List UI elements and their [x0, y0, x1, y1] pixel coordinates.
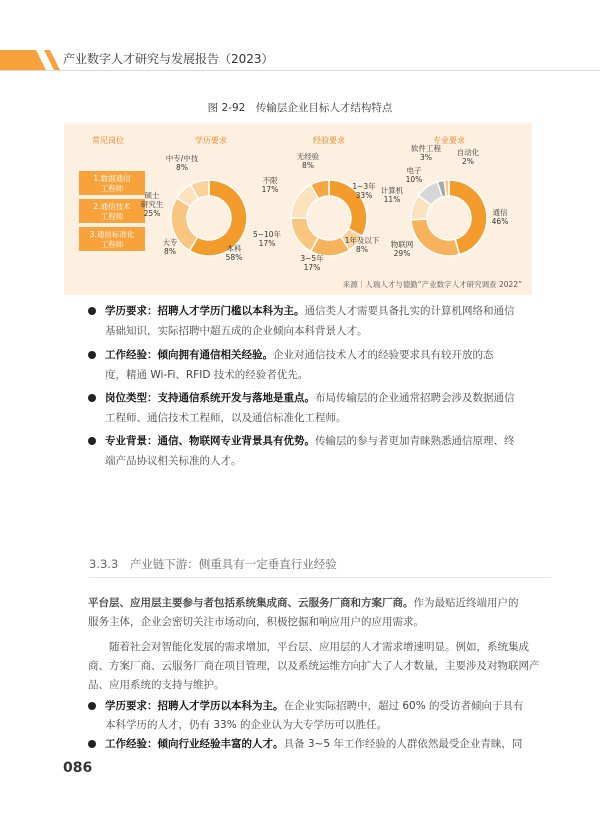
paragraph-cont: 品、应用系统的支持与维护。: [88, 679, 225, 691]
figure-canvas: [64, 123, 532, 295]
label-exp-any: 不限 17%: [261, 176, 279, 194]
label-exp-none: 无经验 8%: [296, 152, 320, 170]
role-label-1: 1.数据通信工程师: [93, 174, 131, 193]
label-exp-5-10: 5~10年 17%: [252, 230, 282, 248]
label-edu-secondary: 中专/中技 8%: [165, 154, 199, 172]
bullet-text: 岗位类型：支持通信系统开发与落地是重点。布局传输层的企业通常招聘会涉及数据通信: [105, 392, 515, 404]
bullet-dot: [88, 437, 96, 445]
donut-slice-1-3: [291, 218, 318, 251]
paragraph: 平台层、应用层主要参与者包括系统集成商、云服务厂商和方案厂商。作为最贴近终端用户的: [88, 597, 519, 609]
column-header-roles: 常见岗位: [92, 136, 124, 145]
bullet-dot: [88, 351, 96, 359]
bullet-text-cont: 度，精通 Wi-Fi、RFID 技术的经验者优先。: [105, 369, 309, 381]
column-header-experience: 经验要求: [313, 136, 345, 145]
bullet-text-cont: 工程师、通信技术工程师，以及通信标准化工程师。: [105, 412, 347, 424]
bullet-dot: [88, 307, 96, 315]
label-exp-1: 1年及以下 8%: [344, 236, 380, 254]
label-edu-college: 大专 8%: [162, 238, 178, 256]
role-label-2: 2.通信技术工程师: [93, 202, 131, 221]
label-edu-bachelor: 本科 58%: [225, 244, 243, 262]
page-number: 086: [63, 760, 93, 776]
bullet-text-cont: 本科学历的人才，仍有 33% 的企业认为大专学历可以胜任。: [105, 719, 388, 731]
bullet-text: 工作经验：倾向拥有通信相关经验。企业对通信技术人才的经验要求具有较开放的态: [105, 349, 494, 361]
figure-source: 来源｜人瑞人才与德勤“产业数字人才研究调查 2022”: [342, 280, 522, 289]
label-major-software: 软件工程 3%: [411, 144, 441, 162]
bullet-dot: [88, 394, 96, 402]
role-label-3: 3.通信标准化工程师: [89, 230, 135, 249]
label-exp-3-5: 3~5年 17%: [300, 254, 324, 272]
header-rule: [0, 70, 600, 71]
paragraph-cont: 商、方案厂商、云服务厂商在项目管理，以及系统运维方向扩大了人才数量，主要涉及对物联网产: [88, 660, 540, 672]
bullet-dot: [88, 702, 96, 710]
label-major-computer: 计算机 11%: [380, 186, 404, 204]
figure-title: 图 2-92 传输层企业目标人才结构特点: [207, 102, 393, 114]
donut-slice-2-1: [411, 219, 459, 256]
column-header-major: 专业要求: [433, 136, 465, 145]
label-exp-1-3: 1~3年 33%: [352, 182, 376, 200]
bullet-dot: [88, 740, 96, 748]
label-major-electronics: 电子 10%: [405, 166, 423, 184]
bullet-text: 专业背景：通信、物联网专业背景具有优势。传输层的参与者更加青睐熟悉通信原理、终: [105, 435, 515, 447]
label-major-iot: 物联网 29%: [390, 240, 414, 258]
bullet-text: 学历要求：招聘人才学历以本科为主。在企业实际招聘中，超过 60% 的受访者倾向于具有: [105, 700, 524, 712]
paragraph-cont: 服务主体，企业会密切关注市场动向，积极挖掘和响应用户的应用需求。: [88, 616, 424, 628]
bullet-text: 工作经验：倾向行业经验丰富的人才。具备 3~5 年工作经验的人群依然最受企业青睐，同: [105, 738, 523, 750]
section-rule: [89, 577, 551, 578]
bullet-text-cont: 基础知识，实际招聘中超五成的企业倾向本科背景人才。: [105, 325, 368, 337]
figure-panel: [64, 123, 532, 295]
paragraph: 随着社会对智能化发展的需求增加，平台层、应用层的人才需求增速明显。例如，系统集成: [109, 641, 529, 653]
running-header: 产业数字人才研究与发展报告（2023）: [63, 52, 274, 66]
column-header-education: 学历要求: [195, 136, 227, 145]
label-edu-master: 硕士研究生 25%: [140, 191, 164, 218]
bullet-text: 学历要求：招聘人才学历门槛以本科为主。通信类人才需要具备扎实的计算机网络和通信: [105, 305, 515, 317]
label-major-telecom: 通信 46%: [491, 208, 509, 226]
bullet-text-cont: 端产品协议相关标准的人才。: [105, 455, 242, 467]
label-major-automation: 自动化 2%: [456, 148, 480, 166]
section-heading: 3.3.3 产业链下游：侧重具有一定垂直行业经验: [89, 557, 337, 571]
